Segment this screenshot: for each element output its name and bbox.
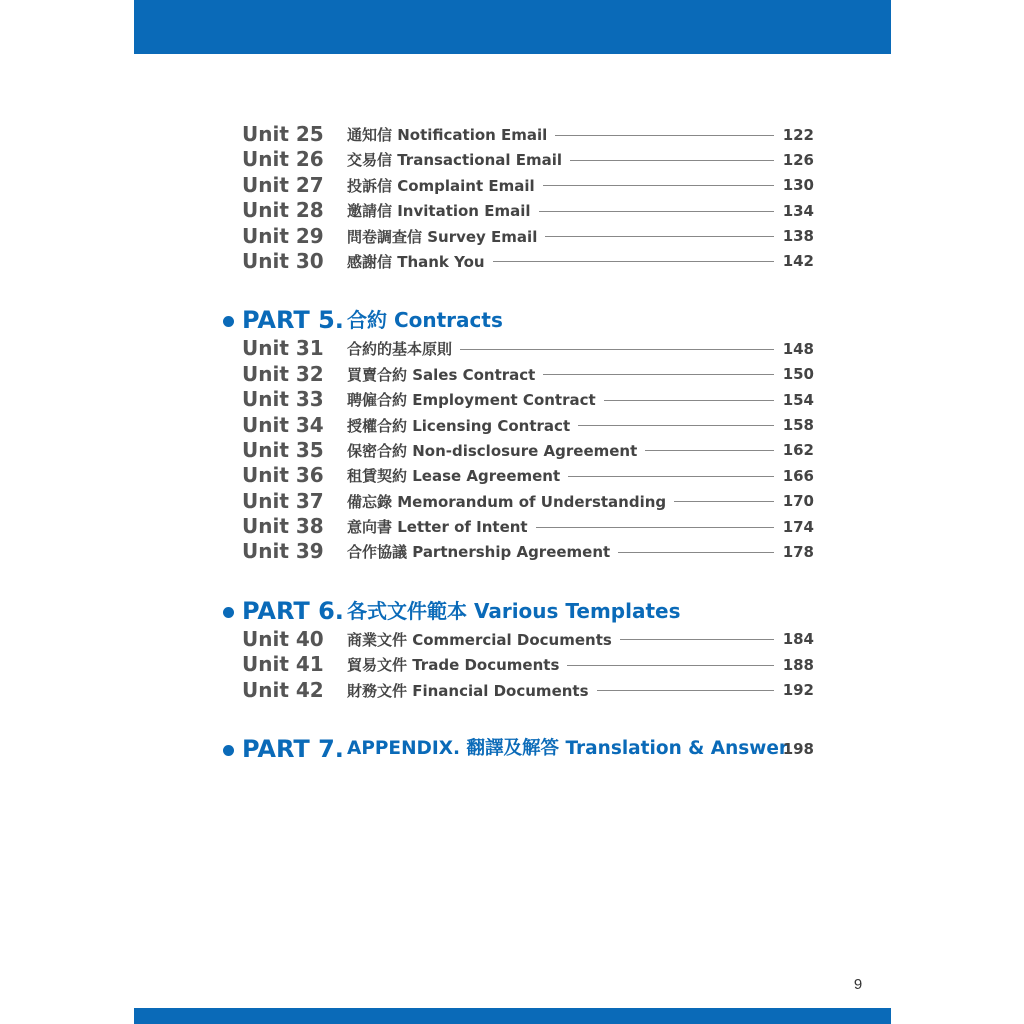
entry-body (347, 224, 814, 249)
appendix-heading[interactable] (214, 733, 814, 765)
entry-body (347, 438, 814, 463)
unit-label: Unit 27 (242, 172, 324, 197)
unit-label: Unit 38 (242, 514, 324, 539)
toc-entry[interactable] (214, 539, 814, 564)
entry-page-number: 130 (782, 176, 814, 195)
leader-line (493, 261, 774, 262)
page-number: 9 (853, 976, 863, 993)
unit-label: Unit 39 (242, 539, 324, 564)
leader-line (620, 639, 774, 640)
entry-title: 交易信 Transactional Email (347, 151, 563, 170)
footer-bar (134, 1008, 891, 1024)
entry-page-number: 166 (782, 466, 814, 485)
entry-title: 合約的基本原則 (347, 340, 453, 359)
entry-body (347, 514, 814, 539)
entry-body (347, 489, 814, 514)
bullet-icon (223, 607, 234, 618)
unit-label: Unit 36 (242, 463, 324, 488)
entry-title: 通知信 Notification Email (347, 126, 548, 144)
entry-body (347, 652, 814, 677)
entry-body (347, 362, 814, 387)
toc-entry[interactable] (214, 122, 814, 147)
entry-title: 財務文件 Financial Documents (347, 681, 589, 700)
entry-title: 意向書 Letter of Intent (347, 518, 528, 537)
leader-line (618, 552, 774, 553)
entry-body (347, 336, 814, 361)
entry-page-number: 126 (782, 150, 814, 169)
leader-line (567, 665, 774, 666)
leader-line (570, 160, 774, 161)
bullet-icon (223, 745, 234, 756)
leader-line (645, 450, 774, 451)
entry-title: 邀請信 Invitation Email (347, 202, 531, 221)
entry-body (347, 173, 814, 198)
entry-body (347, 413, 814, 438)
entry-page-number: 154 (782, 390, 814, 409)
entry-title: 合作協議 Partnership Agreement (347, 543, 611, 562)
header-bar (134, 0, 891, 54)
toc-entry[interactable] (214, 438, 814, 463)
entry-page-number: 174 (782, 517, 814, 536)
entry-title: 備忘錄 Memorandum of Understanding (347, 492, 667, 511)
part-title: 各式文件範本 Various Templates (347, 598, 681, 623)
entry-page-number: 188 (782, 655, 814, 674)
unit-label: Unit 40 (242, 626, 324, 651)
unit-label: Unit 32 (242, 361, 324, 386)
toc-entry[interactable] (214, 463, 814, 488)
leader-line (460, 349, 774, 350)
entry-page-number: 142 (782, 252, 814, 271)
part-number: PART 7. (242, 735, 344, 764)
toc-entry[interactable] (214, 249, 814, 274)
bullet-icon (223, 316, 234, 327)
entry-page-number: 138 (782, 227, 814, 246)
leader-line (543, 185, 774, 186)
entry-title: 問卷調查信 Survey Email (347, 227, 538, 246)
entry-title: 買賣合約 Sales Contract (347, 365, 536, 384)
part-title: 合約 Contracts (347, 308, 503, 333)
entry-body (347, 122, 814, 147)
entry-page-number: 192 (782, 681, 814, 700)
entry-body (347, 627, 814, 652)
toc-entry[interactable] (214, 362, 814, 387)
entry-body (347, 249, 814, 274)
leader-line (545, 236, 774, 237)
entry-title: 貿易文件 Trade Documents (347, 656, 560, 675)
entry-page-number: 148 (782, 339, 814, 358)
entry-title: 聘僱合約 Employment Contract (347, 391, 596, 410)
unit-label: Unit 35 (242, 437, 324, 462)
unit-label: Unit 30 (242, 248, 324, 273)
unit-label: Unit 33 (242, 387, 324, 412)
table-of-contents (214, 122, 814, 765)
leader-line (604, 400, 774, 401)
part-number: PART 6. (242, 596, 344, 625)
toc-entry[interactable] (214, 678, 814, 703)
entry-title: 投訴信 Complaint Email (347, 176, 535, 195)
entry-body (347, 678, 814, 703)
toc-entry[interactable] (214, 336, 814, 361)
entry-title: 感謝信 Thank You (347, 252, 485, 271)
toc-entry[interactable] (214, 514, 814, 539)
entry-page-number: 134 (782, 201, 814, 220)
unit-label: Unit 25 (242, 122, 324, 146)
entry-page-number: 150 (782, 365, 814, 384)
unit-label: Unit 37 (242, 488, 324, 513)
toc-entry[interactable] (214, 489, 814, 514)
unit-label: Unit 29 (242, 223, 324, 248)
toc-entry[interactable] (214, 173, 814, 198)
entry-page-number: 170 (782, 492, 814, 511)
leader-line (536, 527, 774, 528)
unit-label: Unit 31 (242, 336, 324, 361)
leader-line (539, 211, 775, 212)
unit-label: Unit 41 (242, 652, 324, 677)
toc-entry[interactable] (214, 627, 814, 652)
toc-entry[interactable] (214, 387, 814, 412)
toc-group (214, 304, 814, 565)
entry-page-number: 184 (782, 630, 814, 649)
appendix-page-number: 198 (782, 740, 814, 759)
leader-line (555, 135, 774, 136)
toc-entry[interactable] (214, 652, 814, 677)
entry-page-number: 162 (782, 441, 814, 460)
unit-label: Unit 42 (242, 677, 324, 702)
part-heading[interactable] (214, 304, 814, 336)
entry-page-number: 178 (782, 542, 814, 561)
entry-body (347, 147, 814, 172)
toc-entry[interactable] (214, 147, 814, 172)
entry-page-number: 158 (782, 416, 814, 435)
entry-page-number: 122 (782, 125, 814, 144)
leader-line (597, 690, 774, 691)
part-heading[interactable] (214, 595, 814, 627)
toc-entry[interactable] (214, 198, 814, 223)
appendix-title: APPENDIX. 翻譯及解答 Translation & Answer (347, 738, 789, 760)
unit-label: Unit 34 (242, 412, 324, 437)
leader-line (578, 425, 774, 426)
entry-title: 保密合約 Non-disclosure Agreement (347, 441, 638, 460)
entry-title: 商業文件 Commercial Documents (347, 630, 612, 649)
toc-entry[interactable] (214, 413, 814, 438)
toc-entry[interactable] (214, 224, 814, 249)
leader-line (674, 501, 774, 502)
entry-body (347, 387, 814, 412)
entry-body (347, 539, 814, 564)
unit-label: Unit 28 (242, 198, 324, 223)
toc-group (214, 122, 814, 274)
entry-title: 租賃契約 Lease Agreement (347, 467, 561, 486)
leader-line (543, 374, 774, 375)
toc-group (214, 595, 814, 703)
entry-title: 授權合約 Licensing Contract (347, 416, 571, 435)
unit-label: Unit 26 (242, 147, 324, 172)
leader-line (568, 476, 774, 477)
entry-body (347, 198, 814, 223)
entry-body (347, 463, 814, 488)
part-number: PART 5. (242, 306, 344, 335)
